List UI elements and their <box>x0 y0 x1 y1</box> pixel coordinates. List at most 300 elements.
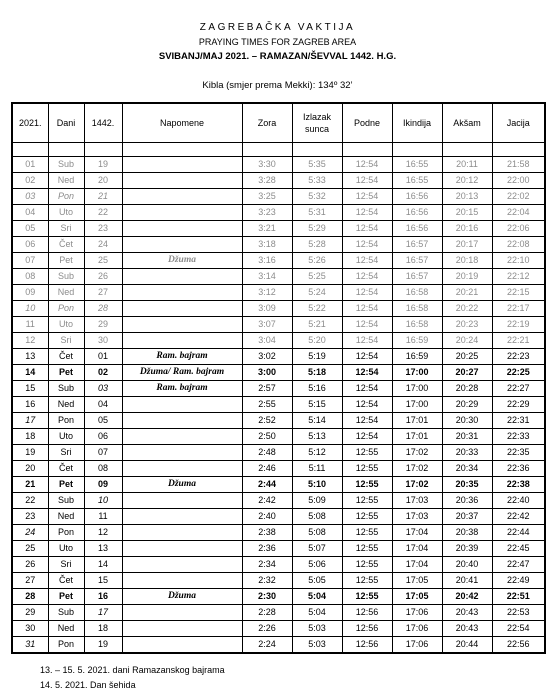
table-row <box>12 253 545 269</box>
table-row <box>12 605 545 621</box>
cell-day: Sri <box>48 221 84 237</box>
cell-note <box>122 429 242 445</box>
cell-podne: 12:54 <box>342 157 392 173</box>
cell-hijri: 02 <box>84 365 122 381</box>
cell-jacija: 22:54 <box>492 621 545 637</box>
cell-date: 26 <box>12 557 48 573</box>
cell-note: Džuma/ Ram. bajram <box>122 365 242 381</box>
cell-date: 13 <box>12 349 48 365</box>
cell-note <box>122 637 242 654</box>
cell-ikindija: 16:57 <box>392 253 442 269</box>
cell-ikindija: 17:00 <box>392 397 442 413</box>
cell-sunrise: 5:13 <box>292 429 342 445</box>
cell-sunrise: 5:03 <box>292 621 342 637</box>
cell-zora: 2:48 <box>242 445 292 461</box>
cell-hijri: 17 <box>84 605 122 621</box>
cell-hijri: 13 <box>84 541 122 557</box>
cell-podne: 12:54 <box>342 301 392 317</box>
cell-jacija: 22:38 <box>492 477 545 493</box>
cell-note <box>122 509 242 525</box>
cell-sunrise: 5:14 <box>292 413 342 429</box>
cell-zora: 3:12 <box>242 285 292 301</box>
cell-aksam: 20:28 <box>442 381 492 397</box>
cell-day: Pon <box>48 189 84 205</box>
cell-zora: 3:14 <box>242 269 292 285</box>
cell-podne: 12:54 <box>342 269 392 285</box>
cell-podne: 12:55 <box>342 445 392 461</box>
cell-ikindija: 17:06 <box>392 605 442 621</box>
cell-aksam: 20:27 <box>442 365 492 381</box>
cell-ikindija: 17:01 <box>392 413 442 429</box>
cell-day: Čet <box>48 461 84 477</box>
cell-jacija: 22:19 <box>492 317 545 333</box>
cell-note <box>122 493 242 509</box>
table-row <box>12 381 545 397</box>
cell-note <box>122 317 242 333</box>
cell-sunrise: 5:20 <box>292 333 342 349</box>
cell-jacija: 22:47 <box>492 557 545 573</box>
table-row <box>12 301 545 317</box>
page-title: ZAGREBAČKA VAKTIJA <box>199 22 356 33</box>
prayer-times-table <box>11 102 546 654</box>
cell-zora: 3:21 <box>242 221 292 237</box>
cell-ikindija: 17:00 <box>392 365 442 381</box>
cell-jacija: 22:29 <box>492 397 545 413</box>
cell-note <box>122 557 242 573</box>
cell-ikindija: 16:55 <box>392 173 442 189</box>
cell-jacija: 21:58 <box>492 157 545 173</box>
cell-jacija: 22:02 <box>492 189 545 205</box>
cell-aksam: 20:40 <box>442 557 492 573</box>
cell-note <box>122 621 242 637</box>
cell-day: Pon <box>48 301 84 317</box>
cell-aksam: 20:39 <box>442 541 492 557</box>
cell-note <box>122 173 242 189</box>
cell-day: Čet <box>48 349 84 365</box>
cell-aksam: 20:17 <box>442 237 492 253</box>
cell-day: Pon <box>48 413 84 429</box>
cell-note <box>122 461 242 477</box>
cell-day: Sri <box>48 333 84 349</box>
cell-hijri: 29 <box>84 317 122 333</box>
cell-ikindija: 17:03 <box>392 493 442 509</box>
cell-note <box>122 525 242 541</box>
cell-jacija: 22:06 <box>492 221 545 237</box>
footnote-bajram: 13. – 15. 5. 2021. dani Ramazanskog bajrama <box>40 665 225 675</box>
cell-note <box>122 189 242 205</box>
cell-ikindija: 17:01 <box>392 429 442 445</box>
col-header-zora: Zora <box>242 103 292 143</box>
cell-jacija: 22:25 <box>492 365 545 381</box>
cell-zora: 3:04 <box>242 333 292 349</box>
cell-zora: 2:57 <box>242 381 292 397</box>
cell-note: Džuma <box>122 589 242 605</box>
table-row <box>12 445 545 461</box>
cell-note <box>122 541 242 557</box>
cell-day: Pet <box>48 477 84 493</box>
cell-jacija: 22:45 <box>492 541 545 557</box>
cell-podne: 12:54 <box>342 429 392 445</box>
cell-date: 15 <box>12 381 48 397</box>
cell-ikindija: 17:05 <box>392 573 442 589</box>
cell-aksam: 20:38 <box>442 525 492 541</box>
cell-hijri: 26 <box>84 269 122 285</box>
cell-jacija: 22:56 <box>492 637 545 654</box>
cell-ikindija: 17:06 <box>392 621 442 637</box>
cell-ikindija: 16:58 <box>392 285 442 301</box>
cell-note <box>122 221 242 237</box>
cell-hijri: 06 <box>84 429 122 445</box>
cell-sunrise: 5:07 <box>292 541 342 557</box>
cell-zora: 3:23 <box>242 205 292 221</box>
cell-sunrise: 5:29 <box>292 221 342 237</box>
cell-note: Ram. bajram <box>122 381 242 397</box>
cell-podne: 12:55 <box>342 493 392 509</box>
cell-day: Uto <box>48 205 84 221</box>
cell-note <box>122 157 242 173</box>
footnote-sehida: 14. 5. 2021. Dan šehida <box>40 680 136 690</box>
cell-aksam: 20:24 <box>442 333 492 349</box>
cell-hijri: 10 <box>84 493 122 509</box>
cell-aksam: 20:34 <box>442 461 492 477</box>
table-row <box>12 349 545 365</box>
cell-zora: 2:40 <box>242 509 292 525</box>
cell-note <box>122 237 242 253</box>
cell-zora: 2:36 <box>242 541 292 557</box>
table-row <box>12 637 545 654</box>
cell-podne: 12:56 <box>342 621 392 637</box>
cell-hijri: 14 <box>84 557 122 573</box>
cell-zora: 2:55 <box>242 397 292 413</box>
cell-aksam: 20:18 <box>442 253 492 269</box>
cell-hijri: 07 <box>84 445 122 461</box>
cell-jacija: 22:23 <box>492 349 545 365</box>
cell-date: 12 <box>12 333 48 349</box>
cell-podne: 12:55 <box>342 461 392 477</box>
cell-hijri: 21 <box>84 189 122 205</box>
cell-date: 24 <box>12 525 48 541</box>
cell-podne: 12:54 <box>342 189 392 205</box>
cell-date: 16 <box>12 397 48 413</box>
cell-aksam: 20:13 <box>442 189 492 205</box>
table-row <box>12 557 545 573</box>
cell-date: 18 <box>12 429 48 445</box>
col-header-aksam: Akšam <box>442 103 492 143</box>
cell-podne: 12:54 <box>342 365 392 381</box>
cell-ikindija: 16:57 <box>392 269 442 285</box>
cell-aksam: 20:21 <box>442 285 492 301</box>
cell-zora: 3:28 <box>242 173 292 189</box>
cell-zora: 2:34 <box>242 557 292 573</box>
cell-date: 09 <box>12 285 48 301</box>
cell-hijri: 25 <box>84 253 122 269</box>
cell-note <box>122 301 242 317</box>
cell-sunrise: 5:22 <box>292 301 342 317</box>
table-body <box>12 157 545 654</box>
table-row <box>12 269 545 285</box>
cell-sunrise: 5:08 <box>292 509 342 525</box>
cell-sunrise: 5:35 <box>292 157 342 173</box>
cell-date: 20 <box>12 461 48 477</box>
cell-date: 25 <box>12 541 48 557</box>
cell-date: 05 <box>12 221 48 237</box>
cell-ikindija: 17:04 <box>392 557 442 573</box>
cell-zora: 3:18 <box>242 237 292 253</box>
table-row <box>12 477 545 493</box>
cell-date: 30 <box>12 621 48 637</box>
cell-aksam: 20:16 <box>442 221 492 237</box>
cell-date: 03 <box>12 189 48 205</box>
cell-sunrise: 5:26 <box>292 253 342 269</box>
cell-zora: 3:09 <box>242 301 292 317</box>
table-row <box>12 589 545 605</box>
cell-ikindija: 17:03 <box>392 509 442 525</box>
cell-podne: 12:56 <box>342 637 392 654</box>
cell-day: Ned <box>48 173 84 189</box>
cell-date: 28 <box>12 589 48 605</box>
table-row <box>12 205 545 221</box>
cell-aksam: 20:19 <box>442 269 492 285</box>
cell-jacija: 22:36 <box>492 461 545 477</box>
cell-date: 22 <box>12 493 48 509</box>
table-row <box>12 429 545 445</box>
cell-note: Džuma <box>122 253 242 269</box>
cell-date: 14 <box>12 365 48 381</box>
cell-date: 02 <box>12 173 48 189</box>
subtitle-month: SVIBANJ/MAJ 2021. – RAMAZAN/ŠEVVAL 1442. H.G. <box>158 51 397 62</box>
cell-date: 31 <box>12 637 48 654</box>
col-header-podne: Podne <box>342 103 392 143</box>
cell-aksam: 20:43 <box>442 621 492 637</box>
cell-zora: 2:38 <box>242 525 292 541</box>
col-header-notes: Napomene <box>122 103 242 143</box>
cell-day: Sub <box>48 157 84 173</box>
cell-aksam: 20:33 <box>442 445 492 461</box>
cell-sunrise: 5:28 <box>292 237 342 253</box>
col-header-day: Dani <box>48 103 84 143</box>
cell-date: 06 <box>12 237 48 253</box>
cell-date: 17 <box>12 413 48 429</box>
cell-zora: 2:42 <box>242 493 292 509</box>
cell-date: 01 <box>12 157 48 173</box>
cell-zora: 2:30 <box>242 589 292 605</box>
cell-day: Čet <box>48 237 84 253</box>
col-header-sunrise: Izlazak sunca <box>292 103 342 143</box>
cell-zora: 3:02 <box>242 349 292 365</box>
cell-aksam: 20:37 <box>442 509 492 525</box>
cell-aksam: 20:42 <box>442 589 492 605</box>
cell-aksam: 20:23 <box>442 317 492 333</box>
cell-day: Pet <box>48 365 84 381</box>
cell-ikindija: 17:05 <box>392 589 442 605</box>
cell-jacija: 22:10 <box>492 253 545 269</box>
cell-ikindija: 16:59 <box>392 333 442 349</box>
cell-jacija: 22:44 <box>492 525 545 541</box>
cell-date: 10 <box>12 301 48 317</box>
table-row <box>12 221 545 237</box>
cell-note <box>122 605 242 621</box>
cell-podne: 12:54 <box>342 349 392 365</box>
cell-zora: 2:50 <box>242 429 292 445</box>
cell-zora: 3:07 <box>242 317 292 333</box>
cell-sunrise: 5:18 <box>292 365 342 381</box>
cell-note <box>122 413 242 429</box>
cell-jacija: 22:17 <box>492 301 545 317</box>
cell-aksam: 20:15 <box>442 205 492 221</box>
cell-hijri: 04 <box>84 397 122 413</box>
cell-note: Ram. bajram <box>122 349 242 365</box>
cell-day: Sub <box>48 493 84 509</box>
cell-date: 08 <box>12 269 48 285</box>
table-row <box>12 173 545 189</box>
cell-jacija: 22:51 <box>492 589 545 605</box>
cell-hijri: 15 <box>84 573 122 589</box>
cell-sunrise: 5:31 <box>292 205 342 221</box>
cell-day: Sub <box>48 605 84 621</box>
cell-hijri: 11 <box>84 509 122 525</box>
cell-hijri: 18 <box>84 621 122 637</box>
cell-ikindija: 16:57 <box>392 237 442 253</box>
cell-podne: 12:55 <box>342 541 392 557</box>
col-header-hijri: 1442. <box>84 103 122 143</box>
cell-date: 11 <box>12 317 48 333</box>
cell-date: 07 <box>12 253 48 269</box>
cell-day: Čet <box>48 573 84 589</box>
cell-note <box>122 205 242 221</box>
table-row <box>12 333 545 349</box>
cell-aksam: 20:11 <box>442 157 492 173</box>
cell-sunrise: 5:10 <box>292 477 342 493</box>
cell-day: Sub <box>48 269 84 285</box>
cell-sunrise: 5:25 <box>292 269 342 285</box>
cell-jacija: 22:08 <box>492 237 545 253</box>
cell-ikindija: 17:04 <box>392 525 442 541</box>
cell-aksam: 20:35 <box>442 477 492 493</box>
cell-day: Ned <box>48 285 84 301</box>
cell-zora: 3:16 <box>242 253 292 269</box>
cell-day: Ned <box>48 621 84 637</box>
cell-aksam: 20:22 <box>442 301 492 317</box>
col-header-date: 2021. <box>12 103 48 143</box>
cell-note: Džuma <box>122 477 242 493</box>
cell-podne: 12:54 <box>342 221 392 237</box>
cell-aksam: 20:29 <box>442 397 492 413</box>
cell-day: Uto <box>48 429 84 445</box>
cell-day: Pon <box>48 525 84 541</box>
cell-aksam: 20:43 <box>442 605 492 621</box>
cell-hijri: 28 <box>84 301 122 317</box>
cell-sunrise: 5:33 <box>292 173 342 189</box>
cell-podne: 12:56 <box>342 605 392 621</box>
cell-zora: 2:32 <box>242 573 292 589</box>
cell-podne: 12:55 <box>342 573 392 589</box>
cell-podne: 12:54 <box>342 205 392 221</box>
table-row <box>12 365 545 381</box>
table-row <box>12 525 545 541</box>
cell-podne: 12:54 <box>342 381 392 397</box>
cell-note <box>122 333 242 349</box>
cell-sunrise: 5:05 <box>292 573 342 589</box>
cell-date: 04 <box>12 205 48 221</box>
cell-ikindija: 17:00 <box>392 381 442 397</box>
cell-sunrise: 5:06 <box>292 557 342 573</box>
cell-jacija: 22:53 <box>492 605 545 621</box>
cell-jacija: 22:04 <box>492 205 545 221</box>
cell-hijri: 05 <box>84 413 122 429</box>
cell-zora: 3:25 <box>242 189 292 205</box>
cell-podne: 12:54 <box>342 253 392 269</box>
cell-ikindija: 17:02 <box>392 477 442 493</box>
cell-sunrise: 5:04 <box>292 605 342 621</box>
cell-podne: 12:55 <box>342 589 392 605</box>
table-row <box>12 493 545 509</box>
spacer-row <box>12 143 545 157</box>
cell-hijri: 30 <box>84 333 122 349</box>
cell-day: Sri <box>48 557 84 573</box>
cell-aksam: 20:25 <box>442 349 492 365</box>
cell-hijri: 16 <box>84 589 122 605</box>
cell-jacija: 22:21 <box>492 333 545 349</box>
cell-jacija: 22:49 <box>492 573 545 589</box>
cell-jacija: 22:40 <box>492 493 545 509</box>
table-row <box>12 509 545 525</box>
cell-sunrise: 5:16 <box>292 381 342 397</box>
cell-ikindija: 16:56 <box>392 221 442 237</box>
cell-sunrise: 5:24 <box>292 285 342 301</box>
cell-date: 19 <box>12 445 48 461</box>
cell-jacija: 22:27 <box>492 381 545 397</box>
cell-date: 23 <box>12 509 48 525</box>
cell-sunrise: 5:03 <box>292 637 342 654</box>
cell-day: Uto <box>48 317 84 333</box>
cell-hijri: 24 <box>84 237 122 253</box>
cell-day: Sub <box>48 381 84 397</box>
cell-date: 21 <box>12 477 48 493</box>
cell-day: Pet <box>48 253 84 269</box>
table-row <box>12 237 545 253</box>
cell-hijri: 09 <box>84 477 122 493</box>
cell-zora: 2:44 <box>242 477 292 493</box>
cell-hijri: 19 <box>84 157 122 173</box>
cell-podne: 12:54 <box>342 413 392 429</box>
cell-aksam: 20:31 <box>442 429 492 445</box>
cell-note <box>122 445 242 461</box>
cell-ikindija: 17:02 <box>392 445 442 461</box>
cell-ikindija: 17:02 <box>392 461 442 477</box>
cell-sunrise: 5:12 <box>292 445 342 461</box>
cell-zora: 3:30 <box>242 157 292 173</box>
cell-day: Uto <box>48 541 84 557</box>
cell-jacija: 22:15 <box>492 285 545 301</box>
cell-sunrise: 5:19 <box>292 349 342 365</box>
cell-hijri: 27 <box>84 285 122 301</box>
cell-podne: 12:55 <box>342 477 392 493</box>
cell-sunrise: 5:11 <box>292 461 342 477</box>
cell-aksam: 20:44 <box>442 637 492 654</box>
cell-note <box>122 397 242 413</box>
table-row <box>12 285 545 301</box>
cell-aksam: 20:30 <box>442 413 492 429</box>
cell-zora: 2:46 <box>242 461 292 477</box>
cell-podne: 12:54 <box>342 173 392 189</box>
cell-jacija: 22:12 <box>492 269 545 285</box>
table-row <box>12 621 545 637</box>
cell-sunrise: 5:04 <box>292 589 342 605</box>
table-row <box>12 541 545 557</box>
cell-ikindija: 16:56 <box>392 205 442 221</box>
cell-hijri: 19 <box>84 637 122 654</box>
cell-ikindija: 17:04 <box>392 541 442 557</box>
